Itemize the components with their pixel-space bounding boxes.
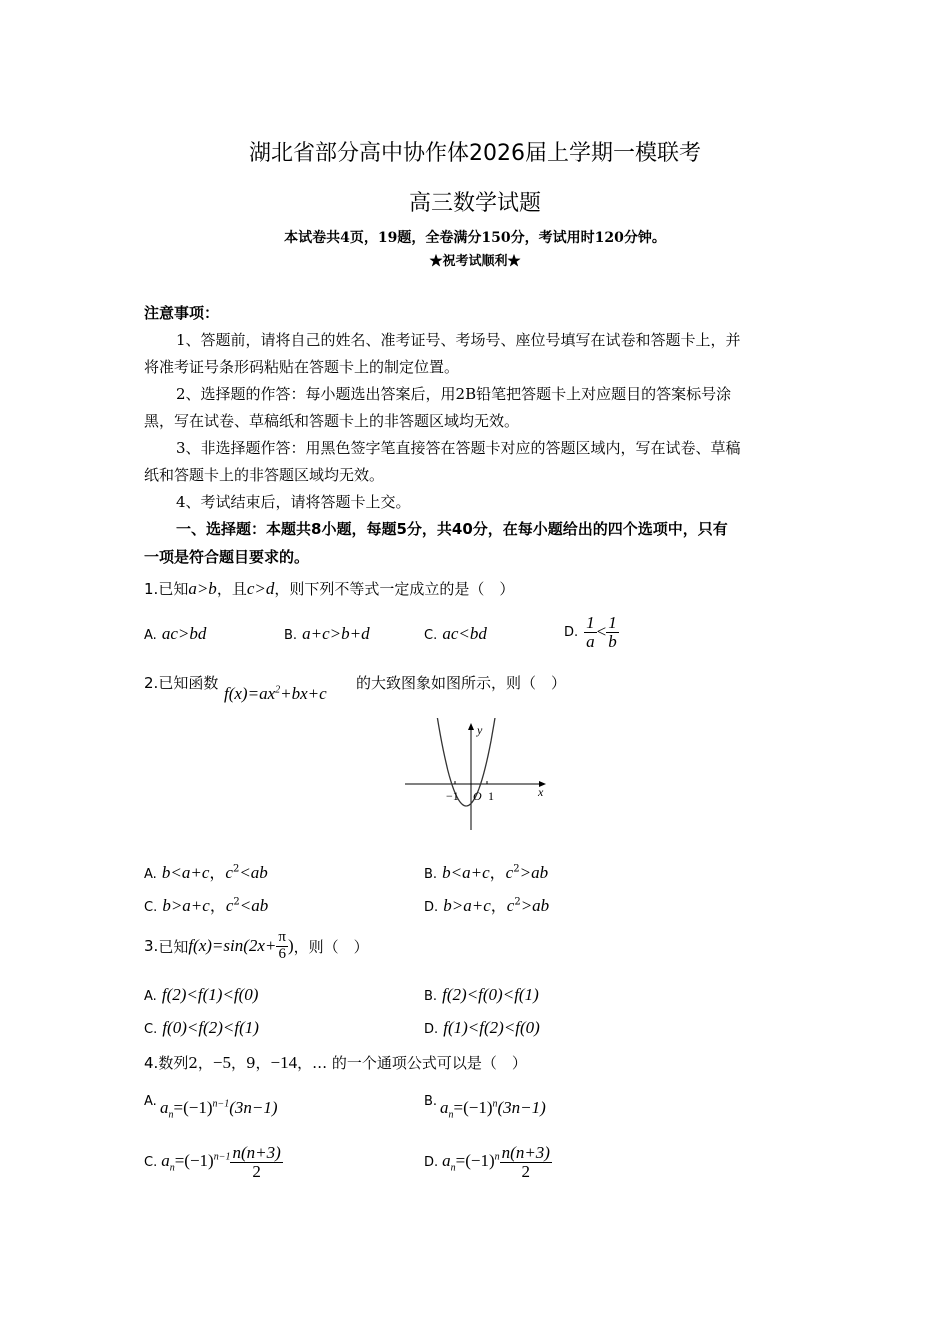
q2-function: $f(x)=ax^2+bx+c$ <box>224 684 327 703</box>
section1-line1: 一、选择题：本题共8小题，每题5分，共40分，在每小题给出的四个选项中，只有 <box>176 520 728 538</box>
q4-option-a: $a_n=(-1)^{n-1}(3n-1)$ <box>160 1098 278 1121</box>
exam-subtitle: 高三数学试题 <box>408 191 541 216</box>
note-3a: 3、非选择题作答：用黑色签字笔直接答在答题卡对应的答题区域内，写在试卷、草稿 <box>176 439 741 457</box>
q2-option-d: D. b>a+c，$c^2>ab$ <box>424 896 550 915</box>
q1-option-a: A. ac>bd <box>144 624 207 643</box>
tick-neg-label: −1 <box>446 789 459 803</box>
question-1: 1.已知a>b，且c>d，则下列不等式一定成立的是（ ） <box>144 579 515 598</box>
note-1a: 1、答题前，请将自己的姓名、准考证号、考场号、座位号填写在试卷和答题卡上，并 <box>176 331 741 349</box>
section1-line2: 一项是符合题目要求的。 <box>144 548 310 566</box>
note-2a: 2、选择题的作答：每小题选出答案后，用2B铅笔把答题卡上对应题目的答案标号涂 <box>176 385 732 403</box>
exam-wish: ★祝考试顺利★ <box>429 254 521 269</box>
q3-option-a: A. f(2)<f(1)<f(0) <box>144 985 259 1004</box>
q2-option-b: B. b<a+c，$c^2>ab$ <box>424 863 549 882</box>
exam-info: 本试卷共4页，19题，全卷满分150分，考试用时120分钟。 <box>284 230 666 246</box>
q1-option-c: C. ac<bd <box>424 624 487 643</box>
x-label: x <box>538 785 544 799</box>
y-axis-arrow <box>468 723 474 730</box>
note-1b: 将准考证号条形码粘贴在答题卡上的制定位置。 <box>144 358 460 376</box>
note-3b: 纸和答题卡上的非答题区域均无效。 <box>144 466 385 484</box>
q4-option-a-label: A. <box>144 1094 157 1109</box>
note-2b: 黑，写在试卷、草稿纸和答题卡上的非答题区域均无效。 <box>144 412 520 430</box>
q3-option-b: B. f(2)<f(0)<f(1) <box>424 985 539 1004</box>
q3-option-c: C. f(0)<f(2)<f(1) <box>144 1018 259 1037</box>
q4-option-d: D. $a_n=(-1)^n$ $\frac{n(n+3)}{2}$ <box>424 1143 550 1181</box>
q2-option-c: C. b>a+c，$c^2<ab$ <box>144 896 269 915</box>
q4-option-b-label: B. <box>424 1094 438 1109</box>
q1-option-b: B. a+c>b+d <box>284 624 370 643</box>
question-2: 2.已知函数 <box>144 674 219 692</box>
origin-label: O <box>473 789 482 803</box>
note-4: 4、考试结束后，请将答题卡上交。 <box>176 493 411 511</box>
q4-option-c: C. $a_n=(-1)^{n-1}$ $\frac{n(n+3)}{2}$ <box>144 1143 281 1181</box>
y-label: y <box>477 723 483 737</box>
q3-option-d: D. f(1)<f(2)<f(0) <box>424 1018 540 1037</box>
tick-pos-label: 1 <box>488 789 494 803</box>
question-4: 4.数列2，−5，9，−14，… 的一个通项公式可以是（ ） <box>144 1053 527 1072</box>
q1-option-d: D. $\frac{1}{a}$ < $\frac{1}{b}$ <box>564 613 617 651</box>
q2-parabola-graph <box>400 718 550 836</box>
question-3: 3. 已知 f(x)=sin(2x+ $\frac{\pi}{6}$ ) ，则（ ） <box>144 929 369 962</box>
q2-prompt: 的大致图象如图所示，则（ ） <box>356 674 567 692</box>
q2-option-a: A. b<a+c，$c^2<ab$ <box>144 863 268 882</box>
q4-option-b: $a_n=(-1)^n(3n-1)$ <box>440 1098 546 1121</box>
exam-title: 湖北省部分高中协作体2026届上学期一模联考 <box>249 141 701 166</box>
notes-heading: 注意事项： <box>144 304 220 322</box>
